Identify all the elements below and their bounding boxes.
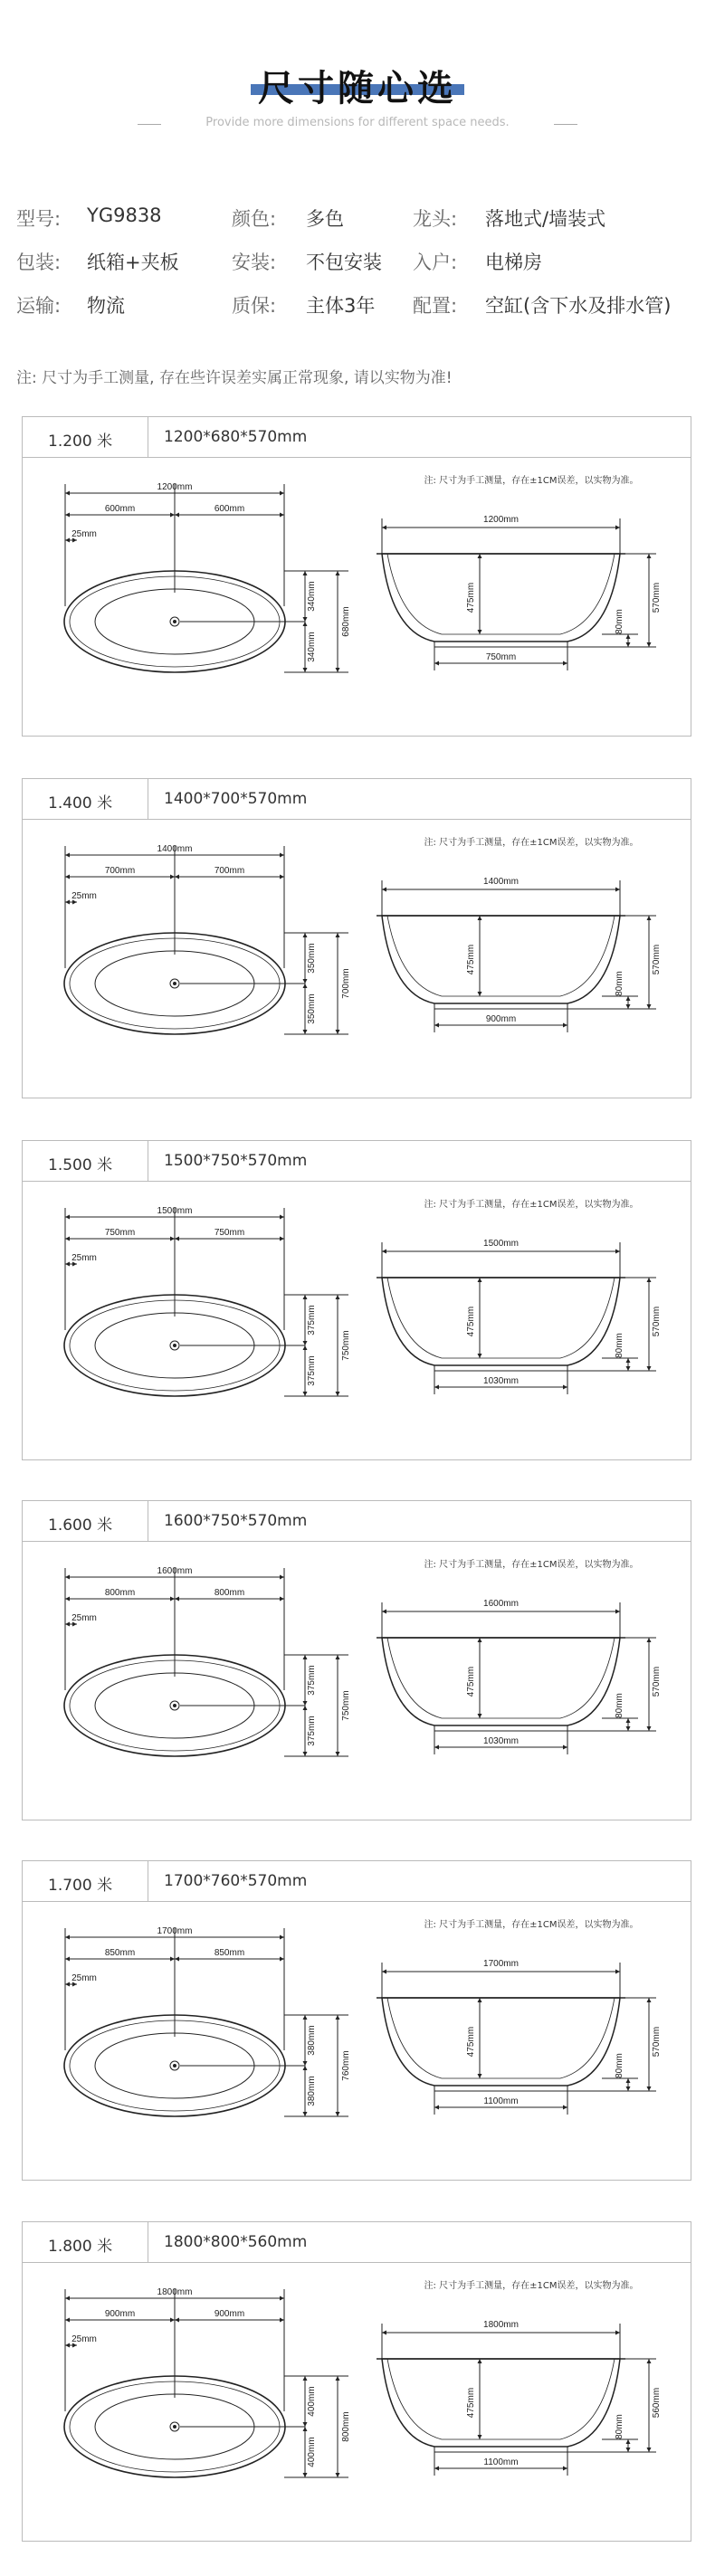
side-depth-text: 475mm <box>466 582 476 613</box>
page-header <box>0 0 715 145</box>
side-foot-text: 80mm <box>615 2053 624 2078</box>
side-base-text: 900mm <box>485 1014 517 1024</box>
diagram-note: 注: 尺寸为手工测量，存在±1CM误差，以实物为准。 <box>424 838 639 848</box>
side-base-text: 1100mm <box>483 2096 519 2106</box>
half-width-bottom-text: 380mm <box>307 2076 317 2106</box>
spec-value: 落地式/墙装式 <box>485 208 606 230</box>
length-text: 1500mm <box>157 1206 193 1216</box>
measurement-note: 注: 尺寸为手工测量, 存在些许误差实属正常现象, 请以实物为准! <box>16 369 453 387</box>
half-length-left-text: 800mm <box>104 1588 136 1598</box>
dimension-label: 1200*680*570mm <box>164 428 308 446</box>
spec-value: 纸箱+夹板 <box>87 252 179 273</box>
size-block <box>22 1500 691 1820</box>
tub-side-inner <box>387 1638 615 1718</box>
half-width-bottom-text: 350mm <box>307 993 317 1024</box>
size-block-header <box>23 1141 691 1182</box>
size-block <box>22 1140 691 1460</box>
side-view <box>377 1198 662 1394</box>
side-length-text: 1500mm <box>483 1239 519 1249</box>
half-width-top-text: 340mm <box>307 581 317 612</box>
dimension-drawing <box>23 457 691 736</box>
half-width-top-text: 375mm <box>307 1665 317 1696</box>
size-block-header <box>23 2222 691 2263</box>
diagram-note: 注: 尺寸为手工测量，存在±1CM误差，以实物为准。 <box>424 1560 639 1570</box>
half-width-bottom-text: 375mm <box>307 1355 317 1386</box>
tub-side-outer <box>382 2359 620 2447</box>
half-width-top-text: 400mm <box>307 2386 317 2417</box>
half-length-left-text: 900mm <box>104 2309 136 2319</box>
tub-side-outer <box>382 1998 620 2086</box>
side-height-text: 570mm <box>652 1666 662 1697</box>
size-label: 1.500 米 <box>48 1156 113 1174</box>
spec-row <box>16 291 704 335</box>
side-foot-text: 80mm <box>615 1333 624 1358</box>
dimension-drawing <box>23 819 691 1098</box>
length-text: 1600mm <box>157 1566 193 1576</box>
spec-row <box>16 248 704 291</box>
width-text: 700mm <box>341 968 351 999</box>
rim-text: 25mm <box>72 1613 97 1623</box>
top-view <box>64 1206 351 1396</box>
width-text: 760mm <box>341 2050 351 2081</box>
spec-label: 运输: <box>16 295 62 317</box>
side-view <box>377 1558 662 1754</box>
spec-label: 包装: <box>16 252 62 273</box>
size-block-header <box>23 1501 691 1542</box>
drain-center <box>173 982 176 985</box>
dimension-drawing <box>23 1541 691 1820</box>
top-view <box>64 1566 351 1756</box>
diagram-note: 注: 尺寸为手工测量，存在±1CM误差，以实物为准。 <box>424 2281 639 2291</box>
length-text: 1800mm <box>157 2287 193 2297</box>
size-label: 1.600 米 <box>48 1516 113 1535</box>
spec-value: YG9838 <box>87 204 162 226</box>
side-foot-text: 80mm <box>615 971 624 996</box>
diagram-note: 注: 尺寸为手工测量，存在±1CM误差，以实物为准。 <box>424 1920 639 1930</box>
side-base-text: 750mm <box>485 652 517 662</box>
dimension-label: 1400*700*570mm <box>164 790 308 808</box>
tub-side-inner <box>387 554 615 634</box>
half-length-left-text: 750mm <box>104 1228 136 1238</box>
rim-text: 25mm <box>72 891 97 901</box>
size-block <box>22 778 691 1098</box>
side-depth-text: 475mm <box>466 1306 476 1337</box>
spec-value: 物流 <box>87 295 125 317</box>
dimension-drawing <box>23 2262 691 2541</box>
length-text: 1700mm <box>157 1926 193 1936</box>
tub-side-outer <box>382 916 620 1003</box>
size-label: 1.800 米 <box>48 2238 113 2256</box>
drain-center <box>173 2425 176 2429</box>
side-height-text: 570mm <box>652 1306 662 1337</box>
width-text: 800mm <box>341 2411 351 2442</box>
rim-text: 25mm <box>72 1973 97 1983</box>
size-block <box>22 2221 691 2542</box>
spec-value: 空缸(含下水及排水管) <box>485 295 672 317</box>
half-length-left-text: 600mm <box>104 504 136 514</box>
page-title: 尺寸随心选 <box>251 60 464 111</box>
spec-row <box>16 204 704 248</box>
spec-label: 颜色: <box>232 208 277 230</box>
dimension-label: 1800*800*560mm <box>164 2233 308 2251</box>
half-length-left-text: 850mm <box>104 1948 136 1958</box>
half-length-left-text: 700mm <box>104 866 136 876</box>
size-block <box>22 416 691 737</box>
half-width-top-text: 375mm <box>307 1305 317 1336</box>
side-view <box>377 1918 662 2115</box>
tub-side-inner <box>387 1998 615 2078</box>
size-block <box>22 1860 691 2181</box>
width-text: 680mm <box>341 606 351 637</box>
half-width-bottom-text: 375mm <box>307 1716 317 1746</box>
spec-label: 型号: <box>16 208 62 230</box>
length-text: 1200mm <box>157 482 193 492</box>
side-view <box>377 2279 662 2476</box>
spec-label: 质保: <box>232 295 277 317</box>
tub-side-inner <box>387 2359 615 2439</box>
top-view <box>64 1926 351 2116</box>
half-length-right-text: 700mm <box>214 866 245 876</box>
spec-value: 不包安装 <box>306 252 382 273</box>
size-label: 1.200 米 <box>48 433 113 451</box>
half-length-right-text: 850mm <box>214 1948 245 1958</box>
diagram-note: 注: 尺寸为手工测量，存在±1CM误差，以实物为准。 <box>424 1200 639 1210</box>
rim-text: 25mm <box>72 529 97 539</box>
spec-table <box>16 204 704 335</box>
side-base-text: 1030mm <box>483 1736 519 1746</box>
spec-label: 安装: <box>232 252 277 273</box>
side-length-text: 1200mm <box>483 515 519 525</box>
size-block-header <box>23 417 691 458</box>
tub-side-outer <box>382 1278 620 1365</box>
tub-side-outer <box>382 554 620 642</box>
side-view <box>377 836 662 1032</box>
drain-center <box>173 1704 176 1707</box>
half-length-right-text: 800mm <box>214 1588 245 1598</box>
tub-side-outer <box>382 1638 620 1725</box>
side-length-text: 1800mm <box>483 2320 519 2330</box>
width-text: 750mm <box>341 1690 351 1721</box>
spec-value: 电梯房 <box>485 252 542 273</box>
side-height-text: 570mm <box>652 2026 662 2058</box>
side-depth-text: 475mm <box>466 944 476 975</box>
width-text: 750mm <box>341 1330 351 1361</box>
side-depth-text: 475mm <box>466 2026 476 2058</box>
side-foot-text: 80mm <box>615 609 624 634</box>
half-width-bottom-text: 400mm <box>307 2437 317 2467</box>
side-depth-text: 475mm <box>466 2387 476 2419</box>
drain-center <box>173 1344 176 1347</box>
half-length-right-text: 900mm <box>214 2309 245 2319</box>
rim-text: 25mm <box>72 1253 97 1263</box>
spec-label: 入户: <box>413 252 458 273</box>
side-base-text: 1030mm <box>483 1376 519 1386</box>
dimension-label: 1600*750*570mm <box>164 1512 308 1530</box>
page-subtitle: Provide more dimensions for different space needs. <box>205 116 510 129</box>
drain-center <box>173 2064 176 2067</box>
dimension-label: 1500*750*570mm <box>164 1152 308 1170</box>
side-length-text: 1600mm <box>483 1599 519 1609</box>
subtitle-divider-right <box>554 124 577 125</box>
half-width-top-text: 350mm <box>307 943 317 974</box>
half-length-right-text: 750mm <box>214 1228 245 1238</box>
top-view <box>64 482 351 672</box>
half-width-top-text: 380mm <box>307 2025 317 2056</box>
side-foot-text: 80mm <box>615 1693 624 1718</box>
side-view <box>377 474 662 670</box>
side-base-text: 1100mm <box>483 2457 519 2467</box>
side-height-text: 560mm <box>652 2387 662 2419</box>
size-label: 1.400 米 <box>48 794 113 813</box>
spec-label: 配置: <box>413 295 458 317</box>
side-length-text: 1700mm <box>483 1959 519 1969</box>
size-block-header <box>23 779 691 820</box>
top-view <box>64 844 351 1034</box>
half-length-right-text: 600mm <box>214 504 245 514</box>
tub-side-inner <box>387 916 615 996</box>
tub-side-inner <box>387 1278 615 1358</box>
side-depth-text: 475mm <box>466 1666 476 1697</box>
side-height-text: 570mm <box>652 582 662 613</box>
spec-value: 主体3年 <box>306 295 376 317</box>
dimension-label: 1700*760*570mm <box>164 1872 308 1890</box>
rim-text: 25mm <box>72 2334 97 2344</box>
dimension-drawing <box>23 1901 691 2180</box>
diagram-note: 注: 尺寸为手工测量，存在±1CM误差，以实物为准。 <box>424 476 639 486</box>
size-label: 1.700 米 <box>48 1877 113 1895</box>
spec-label: 龙头: <box>413 208 458 230</box>
side-length-text: 1400mm <box>483 877 519 887</box>
spec-value: 多色 <box>306 208 344 230</box>
length-text: 1400mm <box>157 844 193 854</box>
side-foot-text: 80mm <box>615 2414 624 2439</box>
side-height-text: 570mm <box>652 944 662 975</box>
dimension-drawing <box>23 1181 691 1459</box>
size-block-header <box>23 1861 691 1902</box>
drain-center <box>173 620 176 623</box>
top-view <box>64 2287 351 2477</box>
half-width-bottom-text: 340mm <box>307 632 317 662</box>
